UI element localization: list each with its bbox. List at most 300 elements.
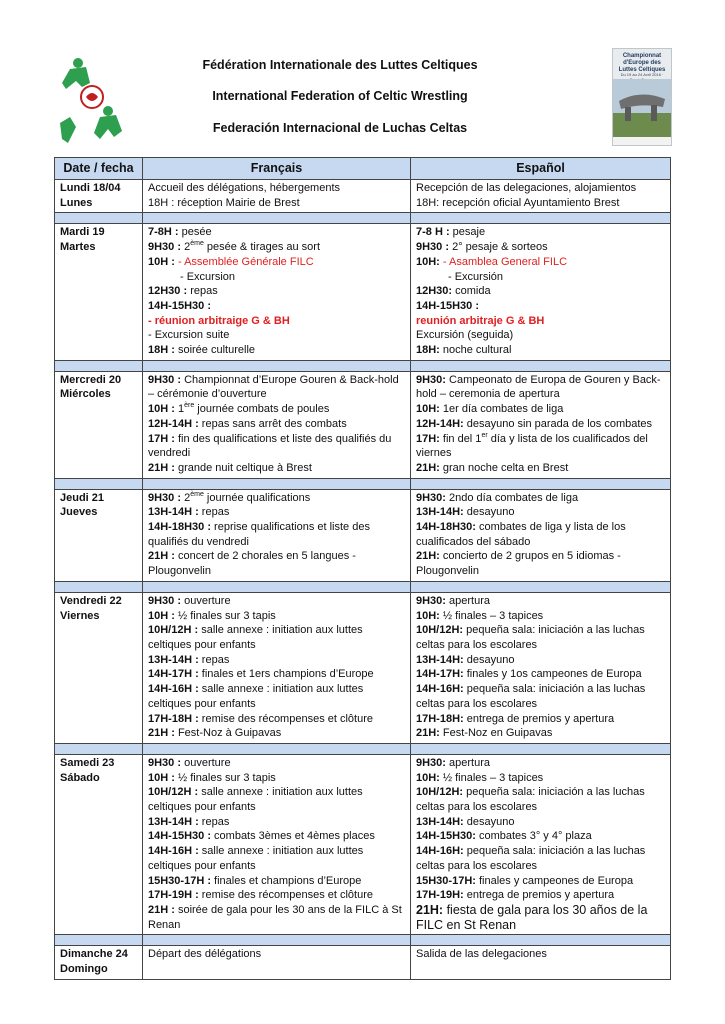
schedule-line <box>148 432 405 447</box>
line-text: soirée de gala pour les 30 ans de la FILC à St <box>174 903 402 916</box>
spanish-cell <box>411 592 671 743</box>
line-text: vendredi <box>148 447 191 460</box>
date-cell <box>55 946 143 979</box>
line-text: ouverture <box>181 594 231 607</box>
separator-cell <box>411 478 671 489</box>
line-text: repas <box>198 506 230 519</box>
time-label: 13H-14H : <box>148 815 199 828</box>
table-row <box>55 754 671 934</box>
time-label: 17H : <box>148 432 175 445</box>
line-text: ouverture <box>181 756 231 769</box>
schedule-line <box>416 520 665 535</box>
separator-cell <box>143 935 411 946</box>
line-text: desayuno <box>463 506 515 519</box>
schedule-line <box>148 682 405 697</box>
schedule-line <box>416 284 665 299</box>
day-label: Dimanche 24 <box>60 948 128 961</box>
line-text: Recepción de las delegaciones, alojamientos <box>416 182 637 194</box>
line-text: Fest-Noz à Guipavas <box>174 727 282 740</box>
time-label: 12H-14H: <box>416 417 464 430</box>
line-text: noche cultural <box>439 344 512 357</box>
schedule-line <box>416 682 665 697</box>
time-label: 14H-15H30 : <box>148 299 211 312</box>
date-cell <box>55 592 143 743</box>
schedule-line <box>416 446 665 461</box>
time-label: 14H-16H : <box>148 683 199 696</box>
line-text: journée qualifications <box>203 491 311 504</box>
separator-cell <box>143 581 411 592</box>
line-text: ½ finales sur 3 tapis <box>174 609 276 622</box>
line-text: pequeña sala: iniciación a las luchas <box>463 786 645 799</box>
time-label: 10H : <box>148 609 175 622</box>
title-french: Fédération Internationale des Luttes Celtiques <box>202 58 478 72</box>
schedule-line <box>416 756 665 771</box>
date-cell <box>55 224 143 360</box>
time-label: 9H30 : <box>148 241 182 254</box>
spanish-cell <box>411 180 671 213</box>
line-text: - Excursion <box>180 270 236 283</box>
line-text: fin des qualifications et liste des qualifiés du <box>174 432 392 445</box>
schedule-line <box>416 785 665 800</box>
time-label: 21H : <box>148 550 175 563</box>
time-label: 21H: <box>416 727 440 740</box>
schedule-line <box>416 225 665 240</box>
time-label: 21H : <box>148 727 175 740</box>
separator-cell <box>411 360 671 371</box>
schedule-line <box>416 240 665 255</box>
time-label: 14H-16H : <box>148 845 199 858</box>
schedule-line <box>148 771 405 786</box>
schedule-line <box>148 638 405 653</box>
schedule-line <box>148 535 405 550</box>
table-row <box>55 371 671 478</box>
schedule-line <box>148 373 405 388</box>
schedule-line <box>148 815 405 830</box>
line-text: celtas para los escolares <box>416 801 538 814</box>
time-label: 18H: <box>416 344 440 357</box>
separator-cell <box>411 213 671 224</box>
line-text: qualifiés du vendredi <box>148 535 249 548</box>
schedule-line <box>148 697 405 712</box>
spanish-cell <box>411 371 671 478</box>
day-label: Samedi 23 <box>60 756 115 769</box>
schedule-line <box>148 446 405 461</box>
line-text: salle annexe : initiation aux luttes <box>198 624 363 637</box>
schedule-line <box>416 815 665 830</box>
line-text: 2 <box>181 241 191 254</box>
schedule-line <box>416 373 665 388</box>
schedule-line <box>148 756 405 771</box>
time-label: 14H-16H: <box>416 683 464 696</box>
line-text: remise des récompenses et clôture <box>198 889 373 902</box>
french-cell <box>143 946 411 979</box>
date-cell <box>55 180 143 213</box>
line-text: repas <box>198 815 230 828</box>
schedule-line <box>416 196 665 211</box>
line-text: Campeonato de Europa de Gouren y Back- <box>445 373 661 386</box>
time-label: 21H : <box>148 461 175 474</box>
time-label: 7-8H : <box>148 226 179 239</box>
highlight-label: - réunion arbitraige G & BH <box>148 314 290 327</box>
schedule-line <box>148 844 405 859</box>
line-text: pequeña sala: iniciación a las luchas <box>463 683 646 696</box>
line-text: pequeña sala: iniciación a las luchas <box>463 845 646 858</box>
schedule-line <box>416 697 665 712</box>
line-text: día y lista de los cualificados del <box>487 432 648 445</box>
line-text: pesée & tirages au sort <box>203 241 321 254</box>
line-text: finales y campeones de Europa <box>475 874 634 887</box>
highlight-label: reunión arbitraje G & BH <box>416 314 545 327</box>
line-text: salle annexe : initiation aux luttes <box>198 786 363 799</box>
time-label: 14H-18H30: <box>416 521 476 534</box>
time-label: 17H: <box>416 432 440 445</box>
schedule-line <box>416 638 665 653</box>
time-label: 14H-15H30 : <box>148 830 211 843</box>
schedule-line <box>148 874 405 889</box>
championship-poster <box>612 48 672 146</box>
time-label: 21H: <box>416 902 444 917</box>
table-row <box>55 592 671 743</box>
schedule-line <box>148 726 405 741</box>
time-label: 10H : <box>148 403 175 416</box>
line-text: Plougonvelin <box>148 565 211 578</box>
schedule-line <box>416 461 665 476</box>
poster-dates: Du 19 au 24 Avril 2016 · <box>620 72 664 77</box>
time-label: 10H/12H : <box>148 624 199 637</box>
time-label: 9H30 : <box>148 594 182 607</box>
time-label: 14H-17H : <box>148 668 199 681</box>
schedule-line <box>148 255 405 270</box>
line-text: apertura <box>445 594 490 607</box>
col-francais: Français <box>143 158 411 180</box>
line-text: ½ finales – 3 tapices <box>439 609 544 622</box>
schedule-line <box>416 667 665 682</box>
separator-cell <box>55 935 143 946</box>
schedule-line <box>148 609 405 624</box>
line-text: finales y 1os campeones de Europa <box>463 668 642 681</box>
schedule-line <box>148 712 405 727</box>
poster-title: Championnat d'Europe des Luttes Celtiques <box>618 53 666 73</box>
schedule-line <box>148 343 405 358</box>
table-row <box>55 180 671 213</box>
line-text: celtiques pour enfants <box>148 697 256 710</box>
line-text: combats 3èmes et 4èmes places <box>210 830 375 843</box>
day-label: Sábado <box>60 771 100 784</box>
schedule-line <box>416 432 665 447</box>
schedule-line <box>148 888 405 903</box>
line-text: 2° pesaje & sorteos <box>449 241 548 254</box>
schedule-line <box>416 594 665 609</box>
line-text: cualificados del sábado <box>416 535 531 548</box>
ordinal-sup: ème <box>190 240 204 248</box>
time-label: 10H : <box>148 771 175 784</box>
line-text: concert de 2 chorales en 5 langues - <box>174 550 356 563</box>
line-text: salle annexe : initiation aux luttes <box>198 845 364 858</box>
line-text: Départ des délégations <box>148 948 262 961</box>
time-label: 9H30: <box>416 373 446 386</box>
time-label: 13H-14H: <box>416 815 464 828</box>
schedule-line <box>148 800 405 815</box>
time-label: 10H/12H: <box>416 786 464 799</box>
table-header-row <box>55 158 671 180</box>
line-text: repas sans arrêt des combats <box>198 417 347 430</box>
time-label: 13H-14H : <box>148 653 199 666</box>
schedule-line <box>148 918 405 933</box>
schedule-line <box>416 270 665 285</box>
separator-cell <box>411 581 671 592</box>
time-label: 15H30-17H: <box>416 874 476 887</box>
time-label: 14H-15H30 : <box>416 299 479 312</box>
schedule-line <box>416 343 665 358</box>
line-text: desayuno <box>463 815 515 828</box>
line-text: remise des récompenses et clôture <box>198 712 373 725</box>
title-spanish: Federación Internacional de Luchas Celtas <box>212 121 468 135</box>
line-text: 1 <box>174 403 185 416</box>
schedule-line <box>416 874 665 889</box>
line-text: comida <box>452 285 491 298</box>
time-label: 10H: <box>416 609 440 622</box>
schedule-line <box>148 947 405 962</box>
schedule-line <box>148 461 405 476</box>
separator-cell <box>143 213 411 224</box>
table-row <box>55 489 671 581</box>
time-label: 10H/12H: <box>416 624 464 637</box>
separator-cell <box>143 743 411 754</box>
line-text: entrega de premios y apertura <box>463 712 615 725</box>
schedule-line <box>416 918 665 933</box>
line-text: fin del 1 <box>439 432 482 445</box>
line-text: reprise qualifications et liste des <box>210 521 370 534</box>
line-text: - Excursión <box>448 270 504 283</box>
schedule-line <box>416 623 665 638</box>
time-label: 21H: <box>416 461 440 474</box>
time-label: 17H-18H : <box>148 712 199 725</box>
schedule-line <box>148 594 405 609</box>
highlight-label: - Assemblée Générale FILC <box>174 255 314 268</box>
line-text: celtas para los escolares <box>416 859 538 872</box>
line-text: 18H : réception Mairie de Brest <box>148 196 300 209</box>
time-label: 10H/12H : <box>148 786 199 799</box>
line-text: pesaje <box>449 226 486 239</box>
schedule-line <box>148 785 405 800</box>
time-label: 17H-18H: <box>416 712 464 725</box>
day-label: Mardi 19 <box>60 226 105 239</box>
line-text: ½ finales – 3 tapices <box>439 771 544 784</box>
schedule-line <box>148 653 405 668</box>
ordinal-sup: ère <box>184 402 195 410</box>
schedule-line <box>416 903 665 918</box>
time-label: 14H-17H: <box>416 668 464 681</box>
schedule-line <box>416 314 665 329</box>
french-cell <box>143 180 411 213</box>
schedule-line <box>148 667 405 682</box>
separator-cell <box>55 478 143 489</box>
schedule-line <box>148 564 405 579</box>
time-label: 17H-19H : <box>148 889 199 902</box>
spanish-cell <box>411 946 671 979</box>
date-cell <box>55 489 143 581</box>
day-label: Lunes <box>60 196 93 209</box>
schedule-line <box>148 505 405 520</box>
highlight-label: - Asamblea General FILC <box>439 255 568 268</box>
schedule-table <box>54 157 671 980</box>
schedule-line <box>148 314 405 329</box>
schedule-line <box>416 328 665 343</box>
time-label: 13H-14H: <box>416 653 464 666</box>
line-text: fiesta de gala para los 30 años de la <box>443 902 648 917</box>
day-label: Jeudi 21 <box>60 491 105 504</box>
line-text: entrega de premios y apertura <box>463 889 615 902</box>
schedule-line <box>416 653 665 668</box>
schedule-line <box>416 844 665 859</box>
separator-row <box>55 360 671 371</box>
day-label: Lundi 18/04 <box>60 182 121 194</box>
separator-cell <box>411 743 671 754</box>
time-label: 21H : <box>148 903 175 916</box>
table-row <box>55 224 671 360</box>
time-label: 14H-15H30: <box>416 830 476 843</box>
schedule-line <box>148 387 405 402</box>
schedule-line <box>416 609 665 624</box>
separator-row <box>55 213 671 224</box>
line-text: pesée <box>178 226 212 239</box>
schedule-line <box>148 417 405 432</box>
line-text: 2 <box>181 491 191 504</box>
schedule-line <box>148 181 405 196</box>
schedule-line <box>416 564 665 579</box>
schedule-line <box>148 859 405 874</box>
schedule-line <box>148 623 405 638</box>
line-text: hold – ceremonia de apertura <box>416 388 560 401</box>
line-text: Championnat d’Europe Gouren & Back-hold <box>181 373 399 386</box>
line-text: Renan <box>148 918 181 931</box>
separator-cell <box>55 213 143 224</box>
separator-row <box>55 478 671 489</box>
schedule-line <box>416 859 665 874</box>
separator-cell <box>143 478 411 489</box>
schedule-line <box>416 771 665 786</box>
time-label: 7-8 H : <box>416 226 450 239</box>
time-label: 9H30: <box>416 491 446 504</box>
line-text: desayuno sin parada de los combates <box>463 417 653 430</box>
line-text: Plougonvelin <box>416 565 479 578</box>
line-text: celtiques pour enfants <box>148 859 256 872</box>
schedule-line <box>416 505 665 520</box>
ordinal-sup: ème <box>190 490 204 498</box>
line-text: pequeña sala: iniciación a las luchas <box>463 624 645 637</box>
schedule-line <box>416 888 665 903</box>
day-label: Mercredi 20 <box>60 373 122 386</box>
line-text: ½ finales sur 3 tapis <box>174 771 276 784</box>
french-cell <box>143 224 411 360</box>
line-text: 1er día combates de liga <box>439 403 564 416</box>
time-label: 9H30 : <box>148 756 182 769</box>
line-text: celtas para los escolares <box>416 638 538 651</box>
time-label: 12H30: <box>416 285 453 298</box>
time-label: 9H30: <box>416 594 446 607</box>
line-text: desayuno <box>463 653 515 666</box>
schedule-line <box>416 947 665 962</box>
schedule-line <box>148 270 405 285</box>
schedule-line <box>148 491 405 506</box>
line-text: concierto de 2 grupos en 5 idiomas - <box>439 550 621 563</box>
line-text: – cérémonie d’ouverture <box>148 388 267 401</box>
french-cell <box>143 754 411 934</box>
schedule-line <box>416 181 665 196</box>
schedule-line <box>416 402 665 417</box>
line-text: Excursión (seguida) <box>416 329 514 342</box>
line-text: celtiques pour enfants <box>148 801 256 814</box>
schedule-line <box>148 402 405 417</box>
schedule-line <box>416 255 665 270</box>
time-label: 9H30: <box>416 756 446 769</box>
day-label: Domingo <box>60 963 108 976</box>
time-label: 13H-14H: <box>416 506 464 519</box>
time-label: 9H30 : <box>148 491 182 504</box>
french-cell <box>143 489 411 581</box>
line-text: celtas para los escolares <box>416 697 538 710</box>
day-label: Martes <box>60 241 96 254</box>
date-cell <box>55 754 143 934</box>
separator-row <box>55 581 671 592</box>
filc-logo <box>56 53 128 145</box>
day-label: Vendredi 22 <box>60 594 122 607</box>
spanish-cell <box>411 489 671 581</box>
line-text: Fest-Noz en Guipavas <box>439 727 553 740</box>
line-text: finales et champions d’Europe <box>210 874 362 887</box>
line-text: repas <box>187 285 218 298</box>
schedule-line <box>416 712 665 727</box>
time-label: 10H: <box>416 771 440 784</box>
line-text: grande nuit celtique à Brest <box>174 461 312 474</box>
schedule-line <box>416 800 665 815</box>
schedule-line <box>416 387 665 402</box>
schedule-line <box>148 520 405 535</box>
line-text: Accueil des délégations, hébergements <box>148 182 341 194</box>
time-label: 9H30 : <box>148 373 182 386</box>
line-text: soirée culturelle <box>174 344 255 357</box>
date-cell <box>55 371 143 478</box>
line-text: salle annexe : initiation aux luttes <box>198 683 364 696</box>
separator-row <box>55 935 671 946</box>
french-cell <box>143 592 411 743</box>
schedule-line <box>148 284 405 299</box>
separator-cell <box>55 743 143 754</box>
line-text: Salida de las delegaciones <box>416 948 547 961</box>
schedule-line <box>148 240 405 255</box>
line-text: repas <box>198 653 230 666</box>
line-text: viernes <box>416 447 452 460</box>
schedule-line <box>416 535 665 550</box>
separator-row <box>55 743 671 754</box>
line-text: FILC en St Renan <box>416 917 517 932</box>
separator-cell <box>411 935 671 946</box>
french-cell <box>143 371 411 478</box>
schedule-line <box>148 225 405 240</box>
schedule-line <box>416 549 665 564</box>
schedule-line <box>416 299 665 314</box>
time-label: 10H: <box>416 403 440 416</box>
separator-cell <box>55 360 143 371</box>
schedule-line <box>148 549 405 564</box>
schedule-line <box>148 299 405 314</box>
day-label: Jueves <box>60 506 98 519</box>
time-label: 21H: <box>416 550 440 563</box>
line-text: journée combats de poules <box>194 403 330 416</box>
spanish-cell <box>411 754 671 934</box>
line-text: celtiques pour enfants <box>148 638 256 651</box>
line-text: combates de liga y lista de los <box>475 521 626 534</box>
